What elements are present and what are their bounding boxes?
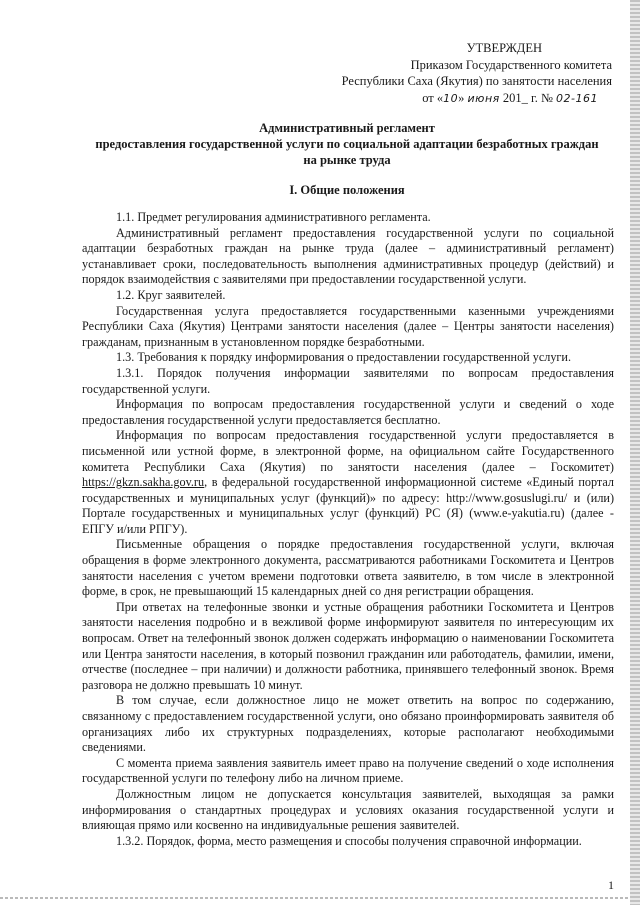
title-line-1: Административный регламент xyxy=(259,121,435,135)
paragraph: Должностным лицом не допускается консультация заявителей, выходящая за рамки информирования о стандартных процедурах и условиях оказания государственной услуги и влияющая прямо или косвенно на индивидуальные решения заявителей. xyxy=(82,786,614,833)
scan-edge-bottom xyxy=(0,897,630,899)
paragraph: 1.3.2. Порядок, форма, место размещения и способы получения справочной информации. xyxy=(116,833,582,848)
order-number-handwritten: 02-161 xyxy=(556,91,598,105)
approval-date-line xyxy=(300,90,612,108)
title-line-3: на рынке труда xyxy=(303,153,391,167)
approval-committee-line: Республики Саха (Якутия) по занятости населения xyxy=(341,74,612,88)
approval-order-line: Приказом Государственного комитета xyxy=(410,57,612,72)
paragraph: С момента приема заявления заявитель имеет право на получение сведений о ходе исполнения государственной услуги по телефону либо на личном приеме. xyxy=(82,755,614,786)
paragraph: Информация по вопросам предоставления государственной услуги и сведений о ходе предоставления государственной услуги предоставляется бесплатно. xyxy=(82,397,614,427)
document-body xyxy=(82,210,614,849)
committee-website-link[interactable]: https://gkzn.sakha.gov.ru xyxy=(82,475,205,490)
date-day-handwritten: 10 xyxy=(443,91,459,105)
paragraph: 1.1. Предмет регулирования административного регламента. xyxy=(116,210,431,224)
document-title xyxy=(80,120,614,168)
paragraph-text: Информация по вопросам предоставления государственной услуги предоставляется в письменной или устной форме, в электронной форме, на официальном сайте Государственного комитета Республики Саха (Якутия) по занятости населения (далее – Госкомитет) xyxy=(82,428,614,474)
title-line-2: предоставления государственной услуги по социальной адаптации безработных граждан xyxy=(95,137,599,151)
approval-block xyxy=(300,40,612,107)
paragraph: Государственная услуга предоставляется государственными казенными учреждениями Республики Саха (Якутия) Центрами занятости населения (далее – Центры занятости населения) гражданам, признанным в установленном порядке безработными. xyxy=(82,303,614,349)
section-heading: I. Общие положения xyxy=(289,183,405,197)
date-prefix: от « xyxy=(422,90,444,105)
paragraph: Письменные обращения о порядке предоставления государственной услуги, включая обращения в форме электронного документа, рассматриваются работниками Госкомитета и Центров занятости населения с учетом времени подготовки ответа заявителю, в том числе в электронной форме, в срок, не превышающий 15 календарных дней со дня регистрации обращения. xyxy=(82,537,614,599)
date-month-handwritten: июня xyxy=(467,91,500,105)
approval-stamp-title: УТВЕРЖДЕН xyxy=(466,41,542,55)
paragraph xyxy=(82,428,614,537)
date-year: 201_ г. № xyxy=(499,90,557,105)
paragraph: 1.2. Круг заявителей. xyxy=(116,287,226,302)
scan-edge-right xyxy=(630,0,640,905)
page-number: 1 xyxy=(608,878,614,892)
paragraph: 1.3. Требования к порядку информирования о предоставлении государственной услуги. xyxy=(116,350,571,365)
paragraph-text: , в федеральной государственной информационной системе «Единый портал государственных и муниципальных услуг (функций)» по адресу: http://www.gosuslugi.ru/ и (или) Портале государственных и муниципальных услуг (функций) РС (Я) (www.e-yakutia.ru) (далее - ЕПГУ и/или РПГУ). xyxy=(82,475,614,536)
paragraph: 1.3.1. Порядок получения информации заявителями по вопросам предоставления государственной услуги. xyxy=(82,365,614,396)
paragraph: Административный регламент предоставления государственной услуги по социальной адаптации безработных граждан на рынке труда (далее – административный регламент) устанавливает сроки, последовательность выполнения административных процедур (действий) и порядок взаимодействия с заявителями при предоставлении государственной услуги. xyxy=(82,225,614,287)
paragraph: В том случае, если должностное лицо не может ответить на вопрос по содержанию, связанному с предоставлением государственной услуги, оно обязано проинформировать заявителя об организациях либо их структурных подразделениях, которые располагают необходимыми сведениями. xyxy=(82,693,614,755)
date-mid: » xyxy=(458,90,468,105)
paragraph: При ответах на телефонные звонки и устные обращения работники Госкомитета и Центров занятости населения подробно и в вежливой форме информируют заявителя по интересующим их вопросам. Ответ на телефонный звонок должен содержать информацию о наименовании Госкомитета или Центра занятости населения, в который позвонил гражданин или работодатель, фамилии, имени, отчестве (последнее – при наличии) и должности работника, принявшего телефонный звонок. Время разговора не должно превышать 10 минут. xyxy=(82,599,614,692)
